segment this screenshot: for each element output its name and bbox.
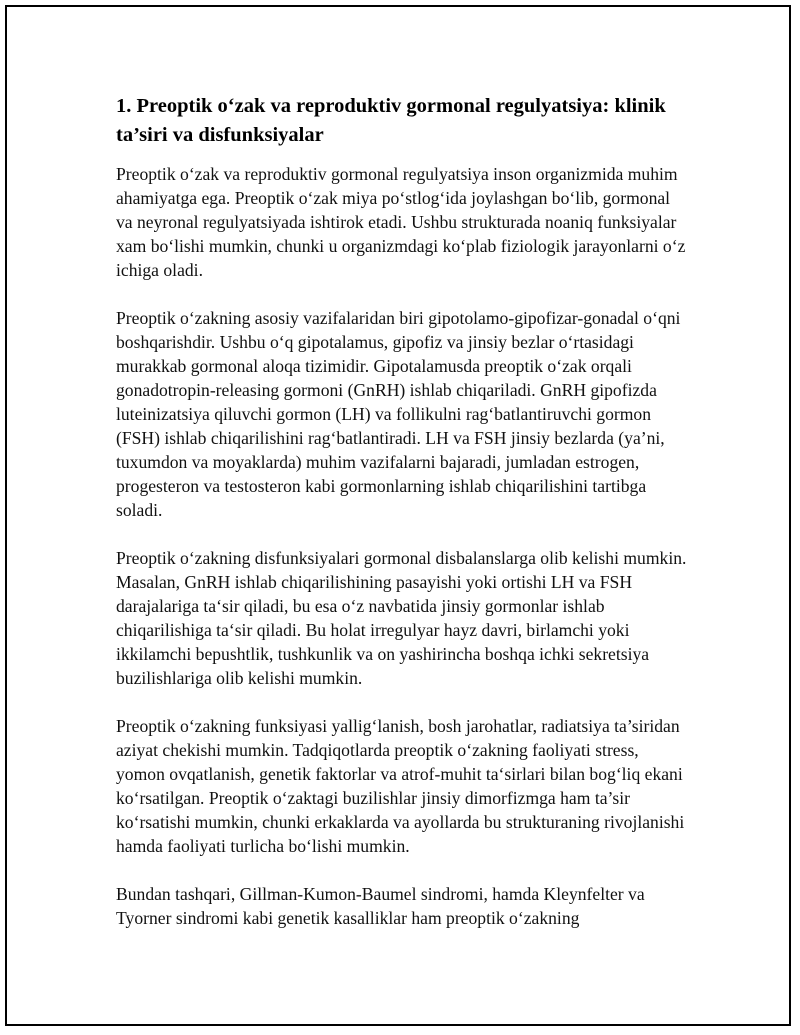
document-body [116,92,688,954]
paragraph-dysfunction: Preoptik o‘zakning disfunksiyalari gormonal disbalanslarga olib kelishi mumkin. Masalan, GnRH ishlab chiqarilishining pasayishi yoki ortishi LH va FSH darajalariga ta‘sir qiladi, bu esa o‘z navbatida jinsiy gormonlar ishlab chiqarilishiga ta‘sir qiladi. Bu holat irregulyar hayz davri, birlamchi yoki ikkilamchi bepushtlik, tushkunlik va on yashirincha boshqa ichki sekretsiya buzilishlariga olib kelishi mumkin. [116,548,687,688]
section-heading: 1. Preoptik o‘zak va reproduktiv gormonal regulyatsiya: klinik ta’siri va disfunksiyalar [116,95,666,146]
paragraph-intro: Preoptik o‘zak va reproduktiv gormonal regulyatsiya inson organizmida muhim ahamiyatga ega. Preoptik o‘zak miya po‘stlog‘ida joylashgan bo‘lib, gormonal va neyronal regulyatsiyada ishtirok etadi. Ushbu strukturada noaniq funksiyalar xam bo‘lishi mumkin, chunki u organizmdagi ko‘plab fiziologik jarayonlarni o‘z ichiga oladi. [116,164,686,280]
paragraph-hpg-axis: Preoptik o‘zakning asosiy vazifalaridan biri gipotolamo-gipofizar-gonadal o‘qni boshqarishdir. Ushbu o‘q gipotalamus, gipofiz va jinsiy bezlar o‘rtasidagi murakkab gormonal aloqa tizimidir. Gipotalamusda preoptik o‘zak orqali gonadotropin-releasing gormoni (GnRH) ishlab chiqariladi. GnRH gipofizda luteinizatsiya qiluvchi gormon (LH) va follikulni rag‘batlantiruvchi gormon (FSH) ishlab chiqarilishini rag‘batlantiradi. LH va FSH jinsiy bezlarda (ya’ni, tuxumdon va moyaklarda) muhim vazifalarni bajaradi, jumladan estrogen, progesteron va testosteron kabi gormonlarning ishlab chiqarilishini tartibga soladi. [116,308,681,520]
paragraph-factors: Preoptik o‘zakning funksiyasi yallig‘lanish, bosh jarohatlar, radiatsiya ta’siridan aziyat chekishi mumkin. Tadqiqotlarda preoptik o‘zakning faoliyati stress, yomon ovqatlanish, genetik faktorlar va atrof-muhit ta‘sirlari bilan bog‘liq ekani ko‘rsatilgan. Preoptik o‘zaktagi buzilishlar jinsiy dimorfizmga ham ta’sir ko‘rsatishi mumkin, chunki erkaklarda va ayollarda bu strukturaning rivojlanishi hamda faoliyati turlicha bo‘lishi mumkin. [116,716,685,856]
paragraph-genetic: Bundan tashqari, Gillman-Kumon-Baumel sindromi, hamda Kleynfelter va Tyorner sindromi kabi genetik kasalliklar ham preoptik o‘zakning [116,884,645,928]
